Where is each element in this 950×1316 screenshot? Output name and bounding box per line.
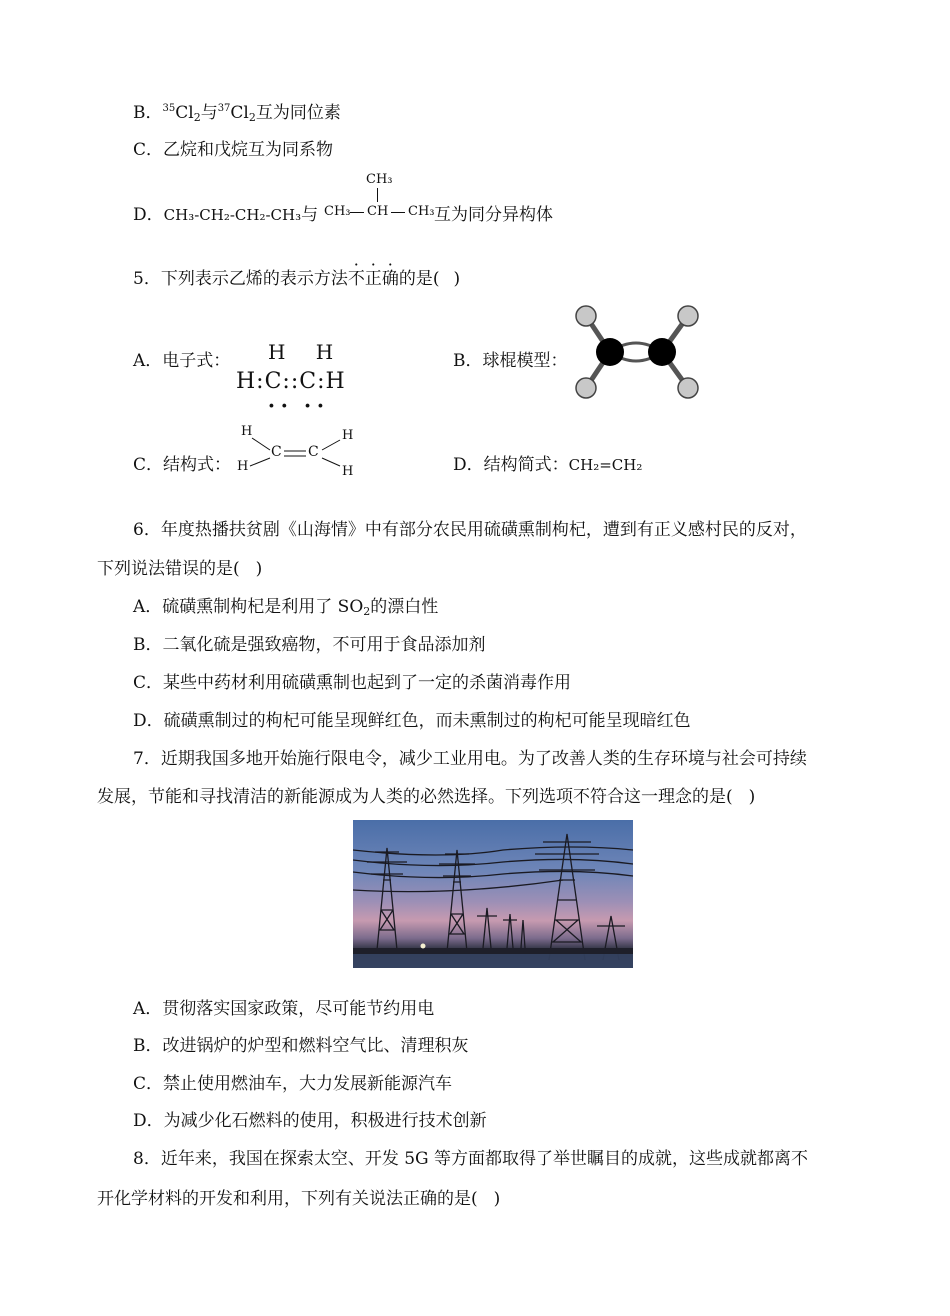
q4-right-group: CH₃ (408, 204, 435, 219)
q4-right-bond (391, 212, 405, 213)
q5-option-c-label: C．结构式： (133, 455, 232, 475)
q7-option-b: B．改进锅炉的炉型和燃料空气比、清理积灰 (133, 1036, 469, 1056)
q5-stem: 5．下列表示乙烯的表示方法不正确的是( ) (133, 269, 461, 289)
q5-option-d: D．结构简式：CH₂=CH₂ (453, 455, 643, 475)
q5-option-b-label: B．球棍模型： (453, 351, 568, 371)
q4-option-b: B．$^{35}Cl_2$与$^{37}Cl_2$互为同位素 (133, 103, 341, 124)
q5-option-a-label: A．电子式： (133, 351, 231, 371)
power-tower-photo (353, 820, 633, 968)
power-tower-drawing (353, 820, 633, 968)
q7-option-c: C．禁止使用燃油车，大力发展新能源汽车 (133, 1074, 453, 1094)
q8-stem-line2: 开化学材料的开发和利用，下列有关说法正确的是( ) (97, 1189, 501, 1209)
q4-option-d: D．CH₃-CH₂-CH₂-CH₃与 (133, 205, 319, 225)
q6-stem-line2: 下列说法错误的是( ) (97, 559, 263, 579)
q4-option-c-text: C．乙烷和戊烷互为同系物 (133, 140, 334, 160)
q5-struct-h3: H (342, 428, 354, 443)
q5-struct-c1: C (271, 444, 282, 460)
q5-struct-h1: H (241, 424, 253, 439)
q4-left-group: CH₃ (324, 204, 351, 219)
q4-option-d-tail: 互为同分异构体 (434, 205, 553, 225)
q5-struct-bonds (236, 426, 356, 478)
q7-stem-line1: 7．近期我国多地开始施行限电令，减少工业用电。为了改善人类的生存环境与社会可持续 (133, 749, 807, 769)
q6-option-b: B．二氧化硫是强致癌物，不可用于食品添加剂 (133, 635, 486, 655)
q4-branch-ch3: CH₃ (366, 172, 393, 187)
q7-option-a: A．贯彻落实国家政策，尽可能节约用电 (133, 999, 435, 1019)
q5-lewis-top-h: H H (268, 340, 346, 364)
q5-struct-h2: H (237, 459, 249, 474)
q6-option-a: A．硫磺熏制枸杞是利用了 $SO_2$的漂白性 (133, 597, 439, 618)
q4-center-group: CH (367, 204, 389, 219)
q7-option-d: D．为减少化石燃料的使用，积极进行技术创新 (133, 1111, 487, 1131)
q5-lewis-main: H:C::C:H (236, 369, 346, 394)
q5-struct-h4: H (342, 464, 354, 479)
q6-stem-line1: 6．年度热播扶贫剧《山海情》中有部分农民用硫磺熏制枸杞，遭到有正义感村民的反对， (133, 520, 807, 540)
q5-ball-stick-model (568, 300, 704, 404)
q6-option-c: C．某些中药材利用硫磺熏制也起到了一定的杀菌消毒作用 (133, 673, 572, 693)
q4-left-bond (350, 212, 364, 213)
q7-stem-line2: 发展，节能和寻找清洁的新能源成为人类的必然选择。下列选项不符合这一理念的是( ) (97, 787, 756, 807)
q6-option-d: D．硫磺熏制过的枸杞可能呈现鲜红色，而未熏制过的枸杞可能呈现暗红色 (133, 711, 691, 731)
q8-stem-line1: 8．近年来，我国在探索太空、开发 5G 等方面都取得了举世瞩目的成就，这些成就都离不 (133, 1149, 809, 1169)
q5-lewis-bottom-dots: ∙∙ ∙∙ (268, 398, 330, 414)
q4-branch-bond (377, 188, 378, 202)
q5-struct-c2: C (308, 444, 319, 460)
